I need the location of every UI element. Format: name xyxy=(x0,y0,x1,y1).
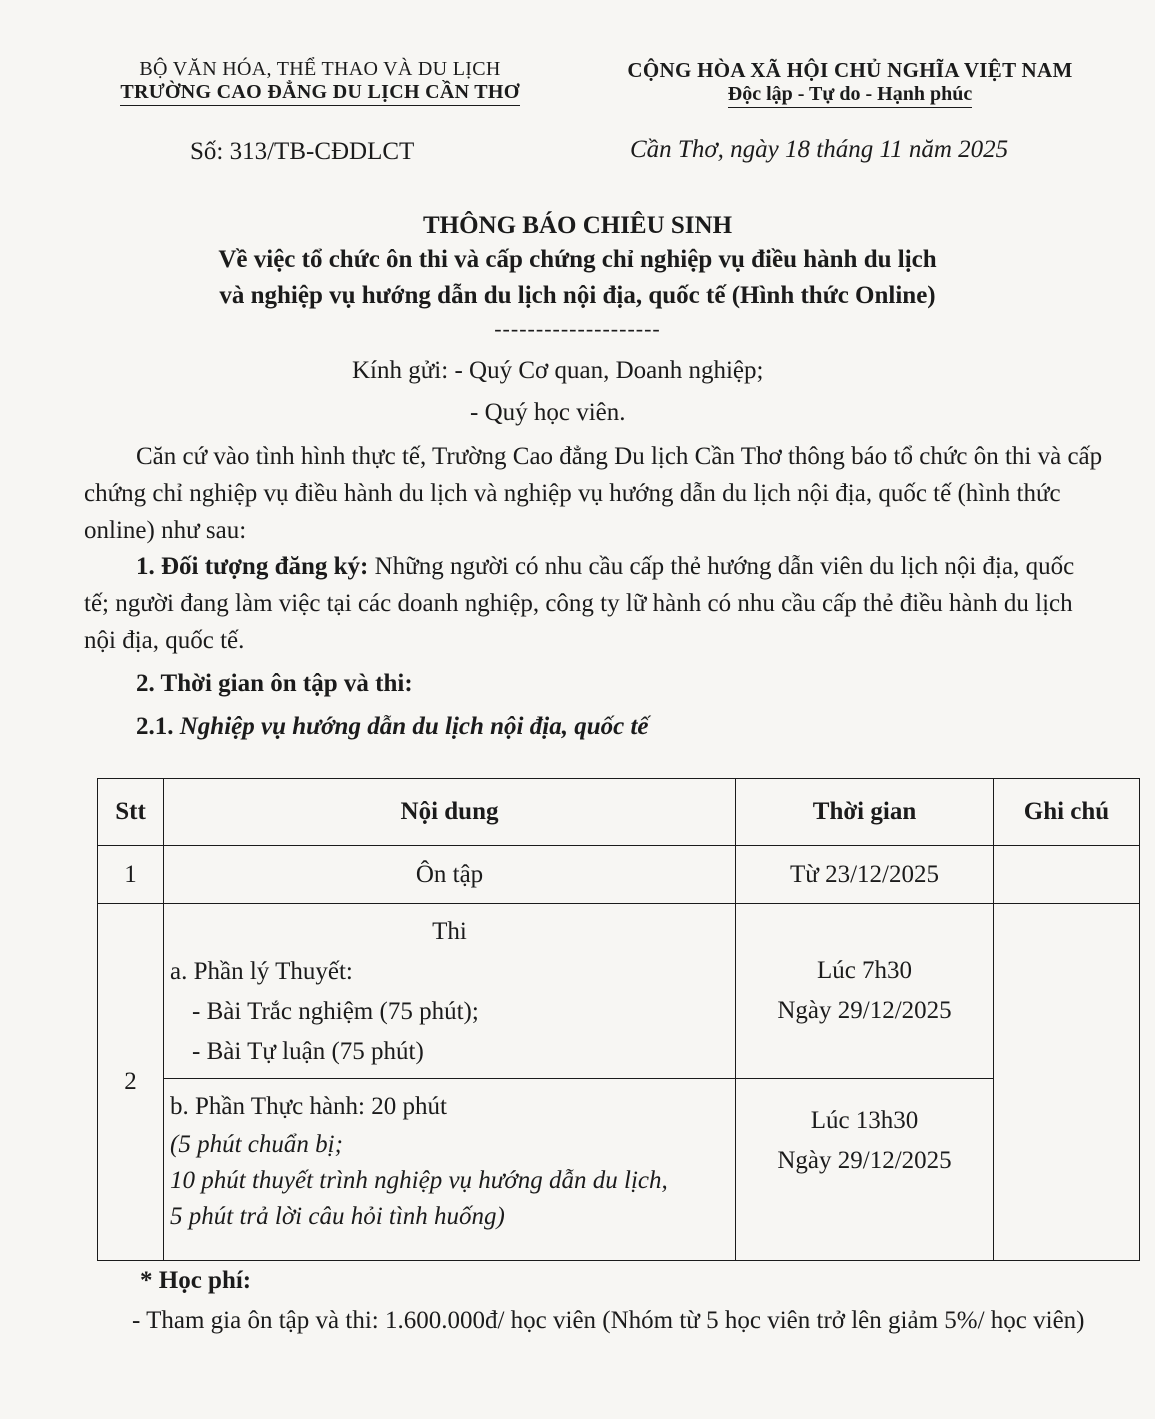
practice-detail-questions: 5 phút trả lời câu hỏi tình huống) xyxy=(170,1203,505,1230)
subsection-title: Nghiệp vụ hướng dẫn du lịch nội địa, quốc tế xyxy=(179,713,649,740)
practice-detail-prep: (5 phút chuẩn bị; xyxy=(170,1131,343,1158)
school-name: TRƯỜNG CAO ĐẲNG DU LỊCH CẦN THƠ xyxy=(120,81,519,106)
theory-title: a. Phần lý Thuyết: xyxy=(170,958,353,985)
section-schedule-heading: 2. Thời gian ôn tập và thi: xyxy=(136,670,413,697)
row2-stt: 2 xyxy=(98,904,164,1261)
document-date: Cần Thơ, ngày 18 tháng 11 năm 2025 xyxy=(630,136,1009,163)
row2-practice-time xyxy=(736,1079,994,1261)
exam-label: Thi xyxy=(432,918,467,945)
recipient-students: - Quý học viên. xyxy=(470,399,626,426)
practice-time-hour: Lúc 13h30 xyxy=(810,1107,919,1134)
national-motto: Độc lập - Tự do - Hạnh phúc xyxy=(728,83,972,108)
title-separator: -------------------- xyxy=(494,316,661,341)
practice-detail-presentation: 10 phút thuyết trình nghiệp vụ hướng dẫn du lịch, xyxy=(170,1167,668,1194)
document-subtitle-line2: và nghiệp vụ hướng dẫn du lịch nội địa, quốc tế (Hình thức Online) xyxy=(219,282,936,309)
row2-theory-time xyxy=(736,904,994,1079)
theory-time-hour: Lúc 7h30 xyxy=(816,957,913,984)
table-row xyxy=(98,1079,1140,1261)
issuer-block xyxy=(90,58,550,106)
header-time: Thời gian xyxy=(736,779,994,846)
header-stt: Stt xyxy=(98,779,164,846)
subsection-number: 2.1. xyxy=(136,713,174,740)
table-row xyxy=(98,846,1140,904)
section-eligibility-heading: 1. Đối tượng đăng ký: xyxy=(136,553,369,580)
row1-time: Từ 23/12/2025 xyxy=(736,846,994,904)
fees-heading: * Học phí: xyxy=(140,1267,252,1294)
recipient-organizations: - Quý Cơ quan, Doanh nghiệp; xyxy=(454,357,764,384)
theory-item-multiple-choice: - Bài Trắc nghiệm (75 phút); xyxy=(192,998,479,1025)
practice-time-date: Ngày 29/12/2025 xyxy=(777,1147,952,1174)
recipients-line1 xyxy=(352,352,763,389)
document-number: Số: 313/TB-CĐDLCT xyxy=(190,138,415,165)
ministry-name: BỘ VĂN HÓA, THỂ THAO VÀ DU LỊCH xyxy=(139,58,501,80)
row1-note xyxy=(994,846,1140,904)
header-content: Nội dung xyxy=(164,779,736,846)
header-note: Ghi chú xyxy=(994,779,1140,846)
theory-item-essay: - Bài Tự luận (75 phút) xyxy=(192,1038,424,1065)
schedule-table xyxy=(97,778,1140,1261)
row1-stt: 1 xyxy=(98,846,164,904)
row1-content: Ôn tập xyxy=(164,846,736,904)
fees-line: - Tham gia ôn tập và thi: 1.600.000đ/ học viên (Nhóm từ 5 học viên trở lên giảm 5%/ học viên) xyxy=(132,1307,1085,1334)
section-eligibility xyxy=(84,548,1104,659)
practice-title: b. Phần Thực hành: 20 phút xyxy=(170,1093,447,1120)
national-header xyxy=(585,58,1115,108)
document-title: THÔNG BÁO CHIÊU SINH xyxy=(422,212,733,239)
document-subtitle-line1: Về việc tổ chức ôn thi và cấp chứng chỉ nghiệp vụ điều hành du lịch xyxy=(218,246,937,273)
row2-practice-content xyxy=(164,1079,736,1261)
republic-name: CỘNG HÒA XÃ HỘI CHỦ NGHĨA VIỆT NAM xyxy=(627,58,1073,82)
recipients-label: Kính gửi: xyxy=(352,357,449,384)
section-eligibility-text: Những người có nhu cầu cấp thẻ hướng dẫn viên du lịch nội địa, quốc tế; người đang làm việc tại các doanh nghiệp, công ty lữ hành có nhu cầu cấp thẻ điều hành du lịch nội địa, quốc tế. xyxy=(84,553,1075,654)
table-header-row xyxy=(98,779,1140,846)
intro-paragraph: Căn cứ vào tình hình thực tế, Trường Cao đẳng Du lịch Cần Thơ thông báo tổ chức ôn thi và cấp chứng chỉ nghiệp vụ điều hành du lịch và nghiệp vụ hướng dẫn du lịch nội địa, quốc tế (hình thức online) như sau: xyxy=(84,443,1103,544)
row2-theory-content xyxy=(164,904,736,1079)
row2-note xyxy=(994,904,1140,1261)
theory-time-date: Ngày 29/12/2025 xyxy=(777,997,952,1024)
section-schedule-subheading xyxy=(136,708,649,745)
table-row xyxy=(98,904,1140,1079)
